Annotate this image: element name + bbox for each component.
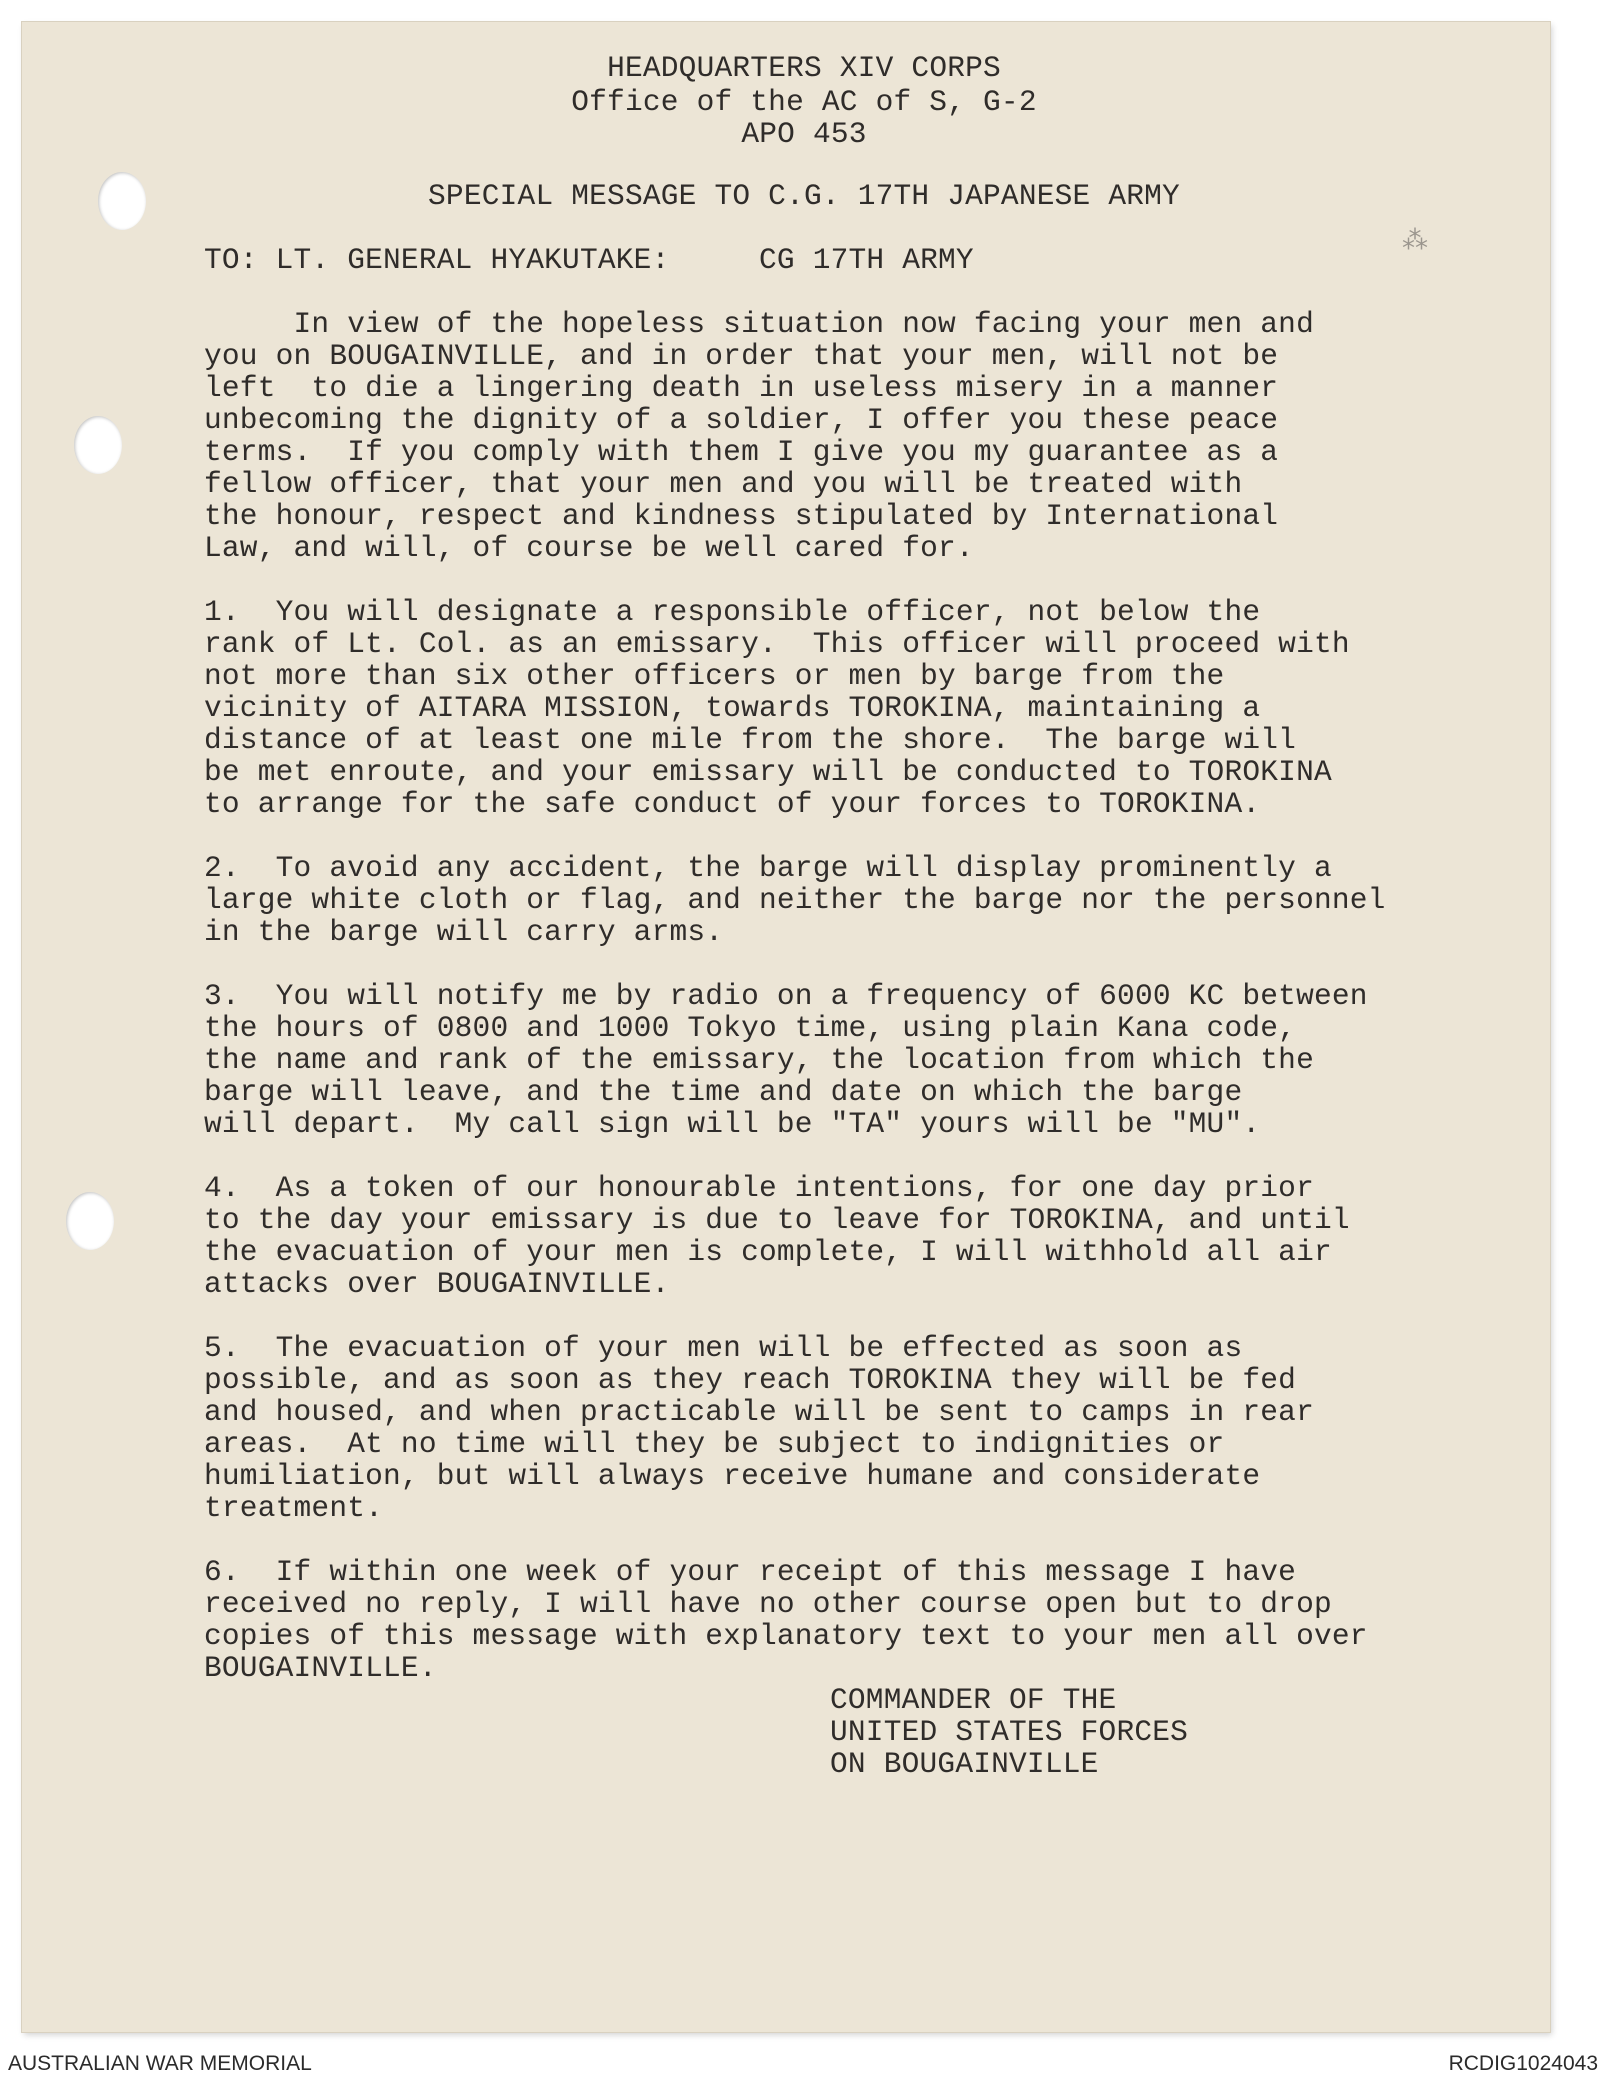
item-6-paragraph xyxy=(204,1556,1504,1684)
item-4-line: to the day your emissary is due to leave for TOROKINA, and until xyxy=(204,1203,1350,1237)
item-4-line: the evacuation of your men is complete, I will withhold all air xyxy=(204,1235,1332,1269)
item-2-line: large white cloth or flag, and neither the barge nor the personnel xyxy=(204,883,1386,917)
item-6-line: 6. If within one week of your receipt of this message I have xyxy=(204,1555,1297,1589)
item-4-paragraph xyxy=(204,1172,1504,1300)
intro-paragraph xyxy=(204,308,1504,564)
item-1-line: rank of Lt. Col. as an emissary. This officer will proceed with xyxy=(204,627,1350,661)
intro-line: the honour, respect and kindness stipulated by International xyxy=(204,499,1279,533)
item-5-line: and housed, and when practicable will be sent to camps in rear xyxy=(204,1395,1314,1429)
intro-line: unbecoming the dignity of a soldier, I offer you these peace xyxy=(204,403,1279,437)
intro-line: fellow officer, that your men and you will be treated with xyxy=(204,467,1243,501)
item-5-line: 5. The evacuation of your men will be effected as soon as xyxy=(204,1331,1243,1365)
item-3-line: will depart. My call sign will be "TA" yours will be "MU". xyxy=(204,1107,1261,1141)
item-1-line: not more than six other officers or men by barge from the xyxy=(204,659,1225,693)
addressee-line: TO: LT. GENERAL HYAKUTAKE: CG 17TH ARMY xyxy=(204,243,974,277)
punch-hole xyxy=(74,416,122,474)
intro-line: terms. If you comply with them I give you my guarantee as a xyxy=(204,435,1279,469)
item-3-paragraph xyxy=(204,980,1504,1140)
item-2-paragraph xyxy=(204,852,1504,948)
punch-hole xyxy=(66,1192,114,1250)
item-5-line: treatment. xyxy=(204,1491,384,1525)
item-1-line: to arrange for the safe conduct of your forces to TOROKINA. xyxy=(204,787,1261,821)
item-6-line: BOUGAINVILLE. xyxy=(204,1651,437,1685)
message-title: SPECIAL MESSAGE TO C.G. 17TH JAPANESE ARMY xyxy=(428,179,1180,213)
item-1-line: be met enroute, and your emissary will be conducted to TOROKINA xyxy=(204,755,1332,789)
footer-record-id: RCDIG1024043 xyxy=(1448,2052,1598,2075)
header-line-2: Office of the AC of S, G-2 xyxy=(571,85,1037,119)
item-1-line: distance of at least one mile from the shore. The barge will xyxy=(204,723,1297,757)
intro-line: left to die a lingering death in useless misery in a manner xyxy=(204,371,1279,405)
signature-line: UNITED STATES FORCES xyxy=(830,1715,1189,1749)
intro-line: you on BOUGAINVILLE, and in order that your men, will not be xyxy=(204,339,1279,373)
intro-line: Law, and will, of course be well cared for. xyxy=(204,531,974,565)
ink-smudge: ⁂ xyxy=(1402,227,1428,257)
item-1-line: 1. You will designate a responsible officer, not below the xyxy=(204,595,1261,629)
signature-line: ON BOUGAINVILLE xyxy=(830,1747,1099,1781)
item-4-line: attacks over BOUGAINVILLE. xyxy=(204,1267,670,1301)
item-3-line: 3. You will notify me by radio on a frequency of 6000 KC between xyxy=(204,979,1368,1013)
item-6-line: copies of this message with explanatory text to your men all over xyxy=(204,1619,1368,1653)
item-3-line: barge will leave, and the time and date on which the barge xyxy=(204,1075,1243,1109)
intro-line: In view of the hopeless situation now facing your men and xyxy=(204,307,1314,341)
signature-block xyxy=(830,1684,1430,1780)
item-3-line: the name and rank of the emissary, the location from which the xyxy=(204,1043,1314,1077)
item-4-line: 4. As a token of our honourable intentions, for one day prior xyxy=(204,1171,1314,1205)
footer-archive-name: AUSTRALIAN WAR MEMORIAL xyxy=(8,2052,312,2075)
item-5-line: areas. At no time will they be subject to indignities or xyxy=(204,1427,1225,1461)
signature-line: COMMANDER OF THE xyxy=(830,1683,1117,1717)
item-2-line: in the barge will carry arms. xyxy=(204,915,724,949)
item-3-line: the hours of 0800 and 1000 Tokyo time, using plain Kana code, xyxy=(204,1011,1297,1045)
item-5-paragraph xyxy=(204,1332,1504,1524)
item-6-line: received no reply, I will have no other course open but to drop xyxy=(204,1587,1332,1621)
item-5-line: possible, and as soon as they reach TOROKINA they will be fed xyxy=(204,1363,1297,1397)
header-line-1: HEADQUARTERS XIV CORPS xyxy=(607,51,1001,85)
header-line-3: APO 453 xyxy=(741,117,867,151)
item-1-line: vicinity of AITARA MISSION, towards TOROKINA, maintaining a xyxy=(204,691,1261,725)
item-2-line: 2. To avoid any accident, the barge will display prominently a xyxy=(204,851,1332,885)
item-5-line: humiliation, but will always receive humane and considerate xyxy=(204,1459,1261,1493)
item-1-paragraph xyxy=(204,596,1504,820)
